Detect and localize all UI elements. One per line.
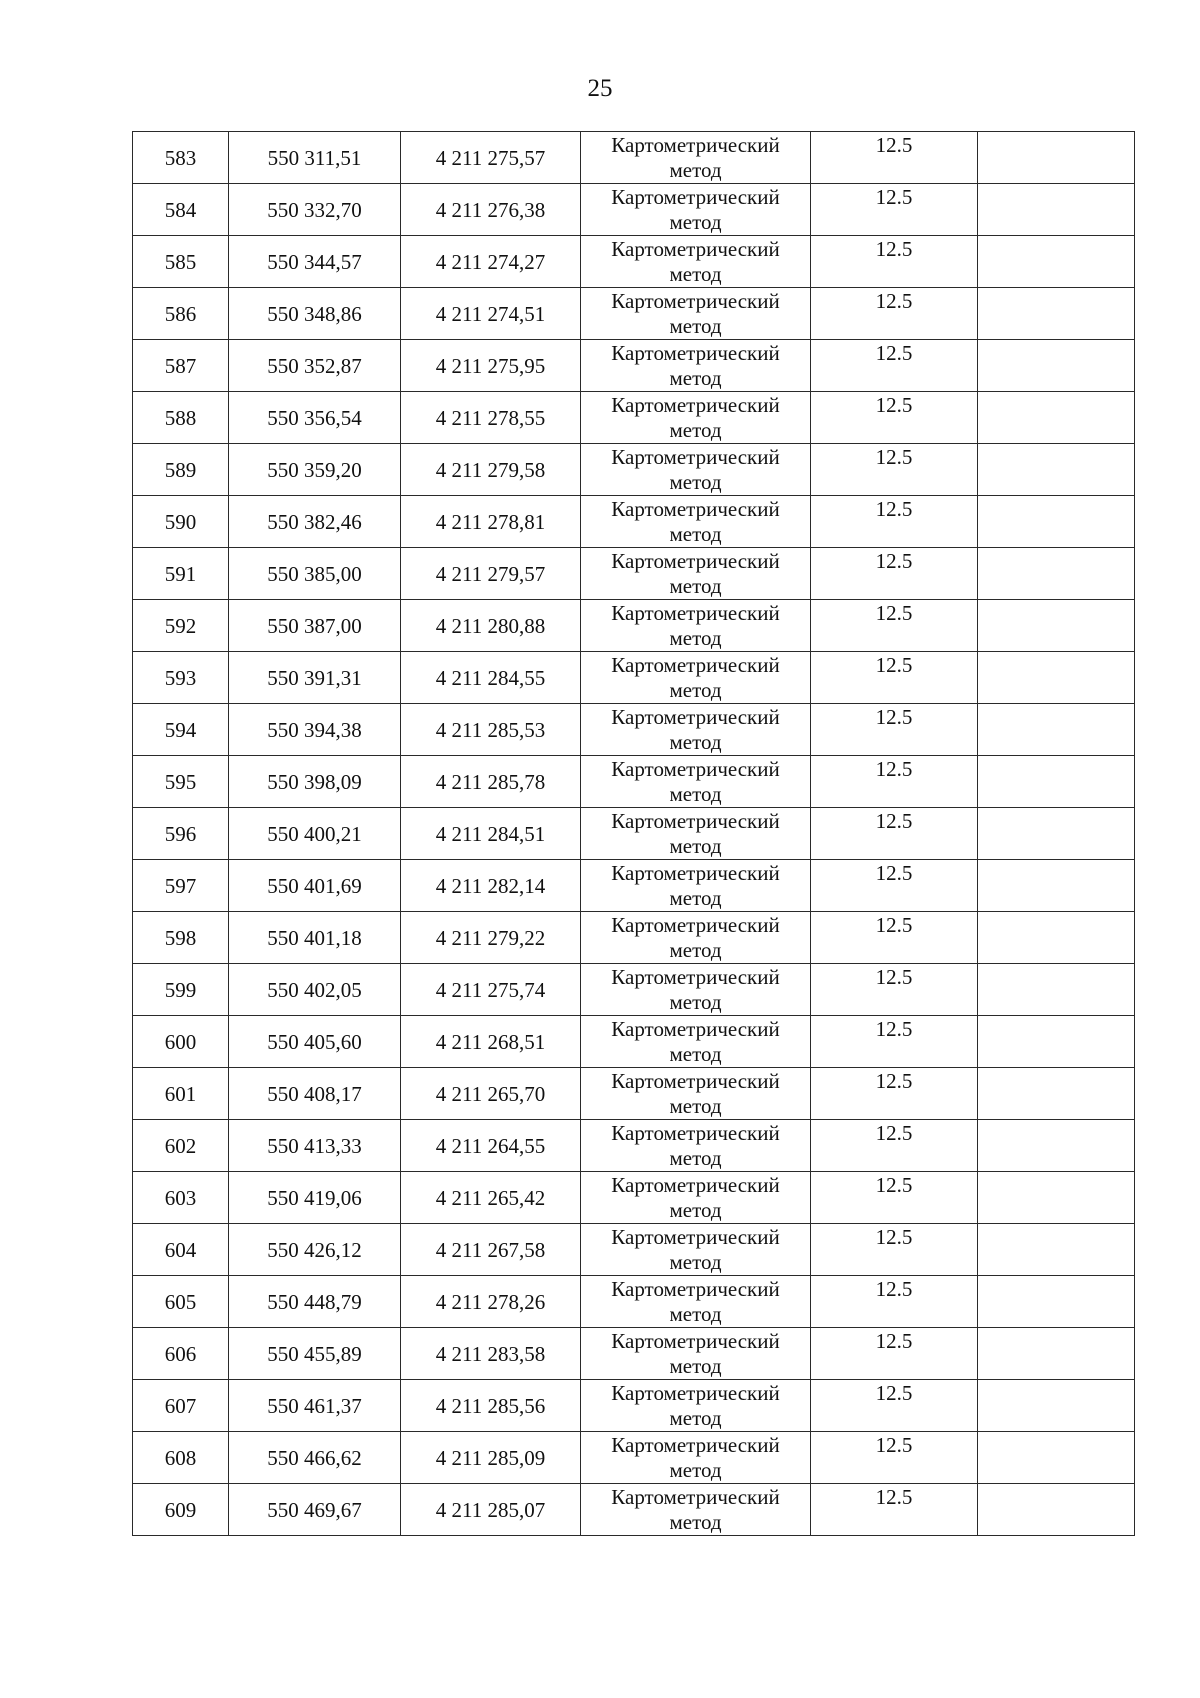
y-coordinate-cell: 4 211 265,70 bbox=[401, 1068, 581, 1120]
y-coordinate-cell: 4 211 268,51 bbox=[401, 1016, 581, 1068]
accuracy-cell: 12.5 bbox=[811, 964, 978, 1016]
point-number-cell: 600 bbox=[133, 1016, 229, 1068]
note-cell bbox=[978, 444, 1135, 496]
point-number-cell: 602 bbox=[133, 1120, 229, 1172]
coordinates-table bbox=[132, 131, 1135, 1536]
table-row bbox=[133, 1380, 1135, 1432]
table-row bbox=[133, 340, 1135, 392]
table-row bbox=[133, 600, 1135, 652]
method-line-1: Картометрический bbox=[611, 1225, 780, 1249]
note-cell bbox=[978, 756, 1135, 808]
accuracy-cell: 12.5 bbox=[811, 1432, 978, 1484]
method-line-2: метод bbox=[669, 626, 722, 650]
method-cell bbox=[581, 1276, 811, 1328]
method-line-2: метод bbox=[669, 1094, 722, 1118]
method-line-1: Картометрический bbox=[611, 1121, 780, 1145]
method-cell bbox=[581, 808, 811, 860]
method-cell bbox=[581, 964, 811, 1016]
accuracy-cell: 12.5 bbox=[811, 340, 978, 392]
accuracy-cell: 12.5 bbox=[811, 1016, 978, 1068]
accuracy-cell: 12.5 bbox=[811, 704, 978, 756]
method-cell bbox=[581, 1224, 811, 1276]
method-line-1: Картометрический bbox=[611, 861, 780, 885]
y-coordinate-cell: 4 211 264,55 bbox=[401, 1120, 581, 1172]
method-cell bbox=[581, 1172, 811, 1224]
table-row bbox=[133, 1016, 1135, 1068]
method-cell bbox=[581, 132, 811, 184]
table-row bbox=[133, 1068, 1135, 1120]
method-line-2: метод bbox=[669, 1302, 722, 1326]
method-cell bbox=[581, 236, 811, 288]
x-coordinate-cell: 550 400,21 bbox=[229, 808, 401, 860]
method-cell bbox=[581, 600, 811, 652]
x-coordinate-cell: 550 311,51 bbox=[229, 132, 401, 184]
accuracy-cell: 12.5 bbox=[811, 808, 978, 860]
accuracy-cell: 12.5 bbox=[811, 600, 978, 652]
method-line-1: Картометрический bbox=[611, 1381, 780, 1405]
point-number-cell: 588 bbox=[133, 392, 229, 444]
method-cell bbox=[581, 1016, 811, 1068]
x-coordinate-cell: 550 382,46 bbox=[229, 496, 401, 548]
method-cell bbox=[581, 288, 811, 340]
note-cell bbox=[978, 288, 1135, 340]
accuracy-cell: 12.5 bbox=[811, 1380, 978, 1432]
accuracy-cell: 12.5 bbox=[811, 1484, 978, 1536]
y-coordinate-cell: 4 211 278,26 bbox=[401, 1276, 581, 1328]
note-cell bbox=[978, 1484, 1135, 1536]
method-cell bbox=[581, 1120, 811, 1172]
x-coordinate-cell: 550 402,05 bbox=[229, 964, 401, 1016]
accuracy-cell: 12.5 bbox=[811, 392, 978, 444]
method-cell bbox=[581, 496, 811, 548]
x-coordinate-cell: 550 398,09 bbox=[229, 756, 401, 808]
accuracy-cell: 12.5 bbox=[811, 1068, 978, 1120]
point-number-cell: 597 bbox=[133, 860, 229, 912]
method-cell bbox=[581, 860, 811, 912]
accuracy-cell: 12.5 bbox=[811, 288, 978, 340]
note-cell bbox=[978, 1328, 1135, 1380]
method-cell bbox=[581, 1484, 811, 1536]
method-cell bbox=[581, 912, 811, 964]
table-row bbox=[133, 1120, 1135, 1172]
method-line-1: Картометрический bbox=[611, 809, 780, 833]
note-cell bbox=[978, 1120, 1135, 1172]
point-number-cell: 607 bbox=[133, 1380, 229, 1432]
point-number-cell: 608 bbox=[133, 1432, 229, 1484]
point-number-cell: 601 bbox=[133, 1068, 229, 1120]
accuracy-cell: 12.5 bbox=[811, 184, 978, 236]
accuracy-cell: 12.5 bbox=[811, 912, 978, 964]
method-line-2: метод bbox=[669, 210, 722, 234]
table-row bbox=[133, 1484, 1135, 1536]
method-line-1: Картометрический bbox=[611, 237, 780, 261]
method-cell bbox=[581, 444, 811, 496]
method-line-1: Картометрический bbox=[611, 549, 780, 573]
method-line-2: метод bbox=[669, 366, 722, 390]
x-coordinate-cell: 550 461,37 bbox=[229, 1380, 401, 1432]
y-coordinate-cell: 4 211 279,58 bbox=[401, 444, 581, 496]
y-coordinate-cell: 4 211 274,51 bbox=[401, 288, 581, 340]
y-coordinate-cell: 4 211 275,95 bbox=[401, 340, 581, 392]
table-row bbox=[133, 1276, 1135, 1328]
accuracy-cell: 12.5 bbox=[811, 444, 978, 496]
accuracy-cell: 12.5 bbox=[811, 548, 978, 600]
page-number: 25 bbox=[587, 75, 613, 102]
method-line-1: Картометрический bbox=[611, 289, 780, 313]
method-line-1: Картометрический bbox=[611, 393, 780, 417]
x-coordinate-cell: 550 455,89 bbox=[229, 1328, 401, 1380]
method-line-1: Картометрический bbox=[611, 601, 780, 625]
y-coordinate-cell: 4 211 284,51 bbox=[401, 808, 581, 860]
method-line-2: метод bbox=[669, 886, 722, 910]
note-cell bbox=[978, 1068, 1135, 1120]
method-line-2: метод bbox=[669, 418, 722, 442]
method-line-2: метод bbox=[669, 1198, 722, 1222]
table-row bbox=[133, 132, 1135, 184]
table-row bbox=[133, 1224, 1135, 1276]
accuracy-cell: 12.5 bbox=[811, 236, 978, 288]
note-cell bbox=[978, 392, 1135, 444]
method-line-1: Картометрический bbox=[611, 653, 780, 677]
table-row bbox=[133, 860, 1135, 912]
point-number-cell: 596 bbox=[133, 808, 229, 860]
note-cell bbox=[978, 600, 1135, 652]
x-coordinate-cell: 550 401,18 bbox=[229, 912, 401, 964]
y-coordinate-cell: 4 211 275,57 bbox=[401, 132, 581, 184]
x-coordinate-cell: 550 344,57 bbox=[229, 236, 401, 288]
method-cell bbox=[581, 1328, 811, 1380]
method-line-2: метод bbox=[669, 1406, 722, 1430]
note-cell bbox=[978, 1276, 1135, 1328]
note-cell bbox=[978, 860, 1135, 912]
point-number-cell: 584 bbox=[133, 184, 229, 236]
method-cell bbox=[581, 756, 811, 808]
y-coordinate-cell: 4 211 285,07 bbox=[401, 1484, 581, 1536]
point-number-cell: 606 bbox=[133, 1328, 229, 1380]
note-cell bbox=[978, 1432, 1135, 1484]
x-coordinate-cell: 550 405,60 bbox=[229, 1016, 401, 1068]
method-line-2: метод bbox=[669, 938, 722, 962]
accuracy-cell: 12.5 bbox=[811, 756, 978, 808]
x-coordinate-cell: 550 426,12 bbox=[229, 1224, 401, 1276]
x-coordinate-cell: 550 387,00 bbox=[229, 600, 401, 652]
note-cell bbox=[978, 496, 1135, 548]
method-line-2: метод bbox=[669, 1458, 722, 1482]
method-cell bbox=[581, 1068, 811, 1120]
method-line-1: Картометрический bbox=[611, 1485, 780, 1509]
point-number-cell: 603 bbox=[133, 1172, 229, 1224]
method-cell bbox=[581, 340, 811, 392]
x-coordinate-cell: 550 356,54 bbox=[229, 392, 401, 444]
accuracy-cell: 12.5 bbox=[811, 132, 978, 184]
note-cell bbox=[978, 652, 1135, 704]
method-cell bbox=[581, 1380, 811, 1432]
method-cell bbox=[581, 1432, 811, 1484]
y-coordinate-cell: 4 211 265,42 bbox=[401, 1172, 581, 1224]
method-line-2: метод bbox=[669, 1250, 722, 1274]
y-coordinate-cell: 4 211 280,88 bbox=[401, 600, 581, 652]
x-coordinate-cell: 550 401,69 bbox=[229, 860, 401, 912]
method-line-1: Картометрический bbox=[611, 1277, 780, 1301]
y-coordinate-cell: 4 211 285,56 bbox=[401, 1380, 581, 1432]
note-cell bbox=[978, 236, 1135, 288]
coordinates-table-body bbox=[133, 132, 1135, 1536]
table-row bbox=[133, 548, 1135, 600]
table-row bbox=[133, 236, 1135, 288]
note-cell bbox=[978, 132, 1135, 184]
point-number-cell: 587 bbox=[133, 340, 229, 392]
point-number-cell: 604 bbox=[133, 1224, 229, 1276]
note-cell bbox=[978, 340, 1135, 392]
method-cell bbox=[581, 184, 811, 236]
method-cell bbox=[581, 392, 811, 444]
point-number-cell: 599 bbox=[133, 964, 229, 1016]
point-number-cell: 594 bbox=[133, 704, 229, 756]
method-cell bbox=[581, 652, 811, 704]
method-line-2: метод bbox=[669, 834, 722, 858]
x-coordinate-cell: 550 348,86 bbox=[229, 288, 401, 340]
x-coordinate-cell: 550 332,70 bbox=[229, 184, 401, 236]
method-line-2: метод bbox=[669, 1042, 722, 1066]
point-number-cell: 595 bbox=[133, 756, 229, 808]
method-line-1: Картометрический bbox=[611, 1017, 780, 1041]
y-coordinate-cell: 4 211 274,27 bbox=[401, 236, 581, 288]
note-cell bbox=[978, 1016, 1135, 1068]
method-line-2: метод bbox=[669, 314, 722, 338]
x-coordinate-cell: 550 469,67 bbox=[229, 1484, 401, 1536]
table-row bbox=[133, 184, 1135, 236]
note-cell bbox=[978, 808, 1135, 860]
method-line-1: Картометрический bbox=[611, 965, 780, 989]
y-coordinate-cell: 4 211 284,55 bbox=[401, 652, 581, 704]
accuracy-cell: 12.5 bbox=[811, 1276, 978, 1328]
accuracy-cell: 12.5 bbox=[811, 1328, 978, 1380]
table-row bbox=[133, 1172, 1135, 1224]
y-coordinate-cell: 4 211 285,78 bbox=[401, 756, 581, 808]
point-number-cell: 605 bbox=[133, 1276, 229, 1328]
y-coordinate-cell: 4 211 267,58 bbox=[401, 1224, 581, 1276]
x-coordinate-cell: 550 352,87 bbox=[229, 340, 401, 392]
accuracy-cell: 12.5 bbox=[811, 652, 978, 704]
table-row bbox=[133, 756, 1135, 808]
method-line-2: метод bbox=[669, 470, 722, 494]
table-row bbox=[133, 964, 1135, 1016]
accuracy-cell: 12.5 bbox=[811, 1224, 978, 1276]
point-number-cell: 583 bbox=[133, 132, 229, 184]
y-coordinate-cell: 4 211 278,55 bbox=[401, 392, 581, 444]
x-coordinate-cell: 550 466,62 bbox=[229, 1432, 401, 1484]
accuracy-cell: 12.5 bbox=[811, 1172, 978, 1224]
x-coordinate-cell: 550 385,00 bbox=[229, 548, 401, 600]
method-line-1: Картометрический bbox=[611, 341, 780, 365]
point-number-cell: 590 bbox=[133, 496, 229, 548]
method-line-1: Картометрический bbox=[611, 445, 780, 469]
method-line-1: Картометрический bbox=[611, 133, 780, 157]
method-line-1: Картометрический bbox=[611, 757, 780, 781]
x-coordinate-cell: 550 359,20 bbox=[229, 444, 401, 496]
y-coordinate-cell: 4 211 283,58 bbox=[401, 1328, 581, 1380]
y-coordinate-cell: 4 211 279,57 bbox=[401, 548, 581, 600]
note-cell bbox=[978, 1172, 1135, 1224]
method-line-2: метод bbox=[669, 678, 722, 702]
method-line-1: Картометрический bbox=[611, 1069, 780, 1093]
table-row bbox=[133, 808, 1135, 860]
point-number-cell: 589 bbox=[133, 444, 229, 496]
method-line-2: метод bbox=[669, 262, 722, 286]
point-number-cell: 585 bbox=[133, 236, 229, 288]
method-line-1: Картометрический bbox=[611, 1329, 780, 1353]
table-row bbox=[133, 652, 1135, 704]
x-coordinate-cell: 550 448,79 bbox=[229, 1276, 401, 1328]
point-number-cell: 598 bbox=[133, 912, 229, 964]
accuracy-cell: 12.5 bbox=[811, 860, 978, 912]
table-row bbox=[133, 1328, 1135, 1380]
note-cell bbox=[978, 184, 1135, 236]
method-line-1: Картометрический bbox=[611, 1173, 780, 1197]
table-row bbox=[133, 496, 1135, 548]
note-cell bbox=[978, 704, 1135, 756]
method-cell bbox=[581, 548, 811, 600]
table-row bbox=[133, 704, 1135, 756]
method-line-1: Картометрический bbox=[611, 185, 780, 209]
note-cell bbox=[978, 1380, 1135, 1432]
method-line-2: метод bbox=[669, 158, 722, 182]
point-number-cell: 586 bbox=[133, 288, 229, 340]
point-number-cell: 592 bbox=[133, 600, 229, 652]
x-coordinate-cell: 550 391,31 bbox=[229, 652, 401, 704]
table-row bbox=[133, 392, 1135, 444]
method-line-1: Картометрический bbox=[611, 913, 780, 937]
y-coordinate-cell: 4 211 276,38 bbox=[401, 184, 581, 236]
x-coordinate-cell: 550 413,33 bbox=[229, 1120, 401, 1172]
y-coordinate-cell: 4 211 278,81 bbox=[401, 496, 581, 548]
method-line-2: метод bbox=[669, 1354, 722, 1378]
table-row bbox=[133, 444, 1135, 496]
y-coordinate-cell: 4 211 282,14 bbox=[401, 860, 581, 912]
method-line-2: метод bbox=[669, 1146, 722, 1170]
note-cell bbox=[978, 964, 1135, 1016]
point-number-cell: 609 bbox=[133, 1484, 229, 1536]
table-row bbox=[133, 1432, 1135, 1484]
y-coordinate-cell: 4 211 275,74 bbox=[401, 964, 581, 1016]
point-number-cell: 591 bbox=[133, 548, 229, 600]
note-cell bbox=[978, 1224, 1135, 1276]
table-row bbox=[133, 288, 1135, 340]
table-row bbox=[133, 912, 1135, 964]
note-cell bbox=[978, 912, 1135, 964]
method-line-2: метод bbox=[669, 782, 722, 806]
method-cell bbox=[581, 704, 811, 756]
y-coordinate-cell: 4 211 285,09 bbox=[401, 1432, 581, 1484]
method-line-2: метод bbox=[669, 1510, 722, 1534]
x-coordinate-cell: 550 394,38 bbox=[229, 704, 401, 756]
note-cell bbox=[978, 548, 1135, 600]
method-line-2: метод bbox=[669, 574, 722, 598]
point-number-cell: 593 bbox=[133, 652, 229, 704]
accuracy-cell: 12.5 bbox=[811, 1120, 978, 1172]
method-line-1: Картометрический bbox=[611, 497, 780, 521]
method-line-1: Картометрический bbox=[611, 1433, 780, 1457]
method-line-2: метод bbox=[669, 730, 722, 754]
accuracy-cell: 12.5 bbox=[811, 496, 978, 548]
method-line-2: метод bbox=[669, 522, 722, 546]
y-coordinate-cell: 4 211 285,53 bbox=[401, 704, 581, 756]
method-line-1: Картометрический bbox=[611, 705, 780, 729]
x-coordinate-cell: 550 408,17 bbox=[229, 1068, 401, 1120]
y-coordinate-cell: 4 211 279,22 bbox=[401, 912, 581, 964]
x-coordinate-cell: 550 419,06 bbox=[229, 1172, 401, 1224]
method-line-2: метод bbox=[669, 990, 722, 1014]
